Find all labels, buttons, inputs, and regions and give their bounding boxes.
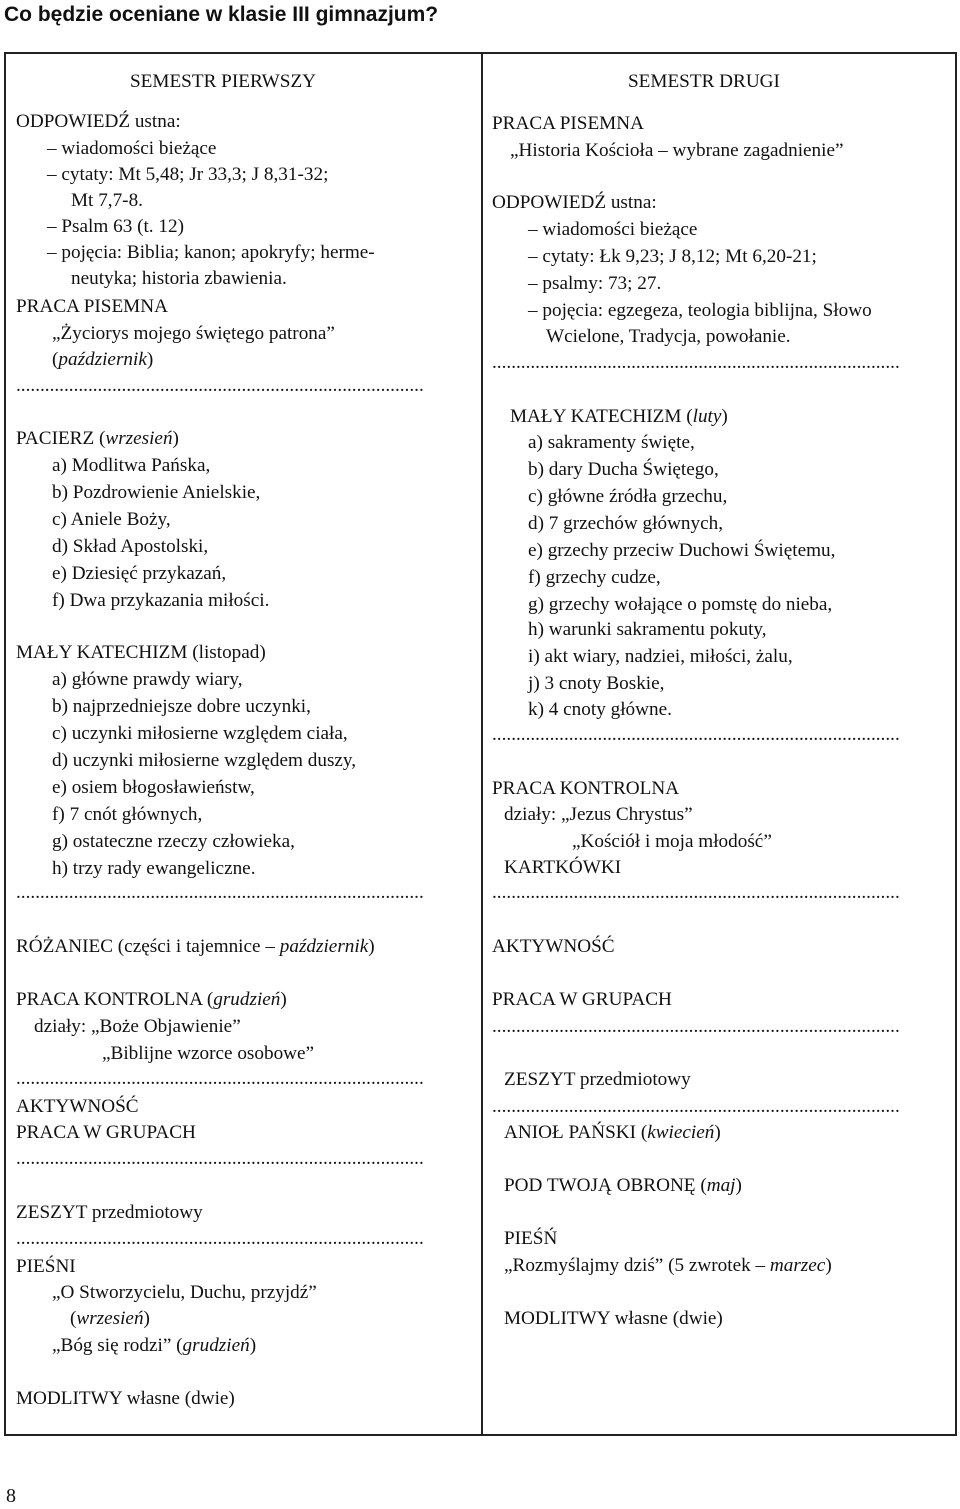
semester-two-line-segment: kwiecień <box>647 1122 715 1143</box>
semester-two-line: PRACA W GRUPACH <box>492 989 672 1010</box>
semester-two-line-segment: POD TWOJĄ OBRONĘ ( <box>504 1175 707 1196</box>
semester-one-line: ..................................................................................... <box>16 375 424 396</box>
semester-two-line-segment: ) <box>721 406 728 427</box>
semester-one-line: PRACA PISEMNA <box>16 296 168 317</box>
semester-one-line-segment: ) <box>249 1335 257 1356</box>
semester-one-line: Mt 7,7-8. <box>71 190 143 211</box>
semester-two-line: h) warunki sakramentu pokuty, <box>528 619 767 640</box>
semester-two-line <box>504 1120 721 1146</box>
page-number: 8 <box>6 1485 16 1507</box>
semester-one-line-segment: RÓŻANIEC (części i tajemnice – <box>16 936 280 957</box>
semester-two-line <box>504 1173 742 1199</box>
semester-two-line-segment: MAŁY KATECHIZM ( <box>510 406 693 427</box>
semester-one-line: ..................................................................................... <box>16 1148 424 1169</box>
semester-two-line: „Kościół i moja młodość” <box>572 831 772 852</box>
semester-one-line: PIEŚNI <box>16 1256 76 1277</box>
semester-two-line: SEMESTR DRUGI <box>628 71 780 92</box>
semester-one-line: ZESZYT przedmiotowy <box>16 1202 203 1223</box>
semester-two-line: ODPOWIEDŹ ustna: <box>492 192 657 213</box>
semester-one-line: – pojęcia: Biblia; kanon; apokryfy; herme- <box>47 242 375 263</box>
semester-one-line-segment: grudzień <box>182 1335 250 1356</box>
semester-two-line: KARTKÓWKI <box>504 857 622 878</box>
semester-two-line-segment: maj <box>706 1175 736 1196</box>
semester-one-line: g) ostateczne rzeczy człowieka, <box>52 831 295 852</box>
semester-one-line: ..................................................................................... <box>16 1068 424 1089</box>
semester-two-line: – pojęcia: egzegeza, teologia biblijna, Słowo <box>528 300 872 321</box>
semester-one-line: f) Dwa przykazania miłości. <box>52 590 270 611</box>
semester-one-line <box>52 1333 256 1359</box>
semester-two-line: a) sakramenty święte, <box>528 432 695 453</box>
semester-one-line-segment: wrzesień <box>105 428 173 449</box>
semester-one-line: „Biblijne wzorce osobowe” <box>102 1043 315 1064</box>
semester-two-line: – psalmy: 73; 27. <box>528 273 662 294</box>
semester-one-line: MAŁY KATECHIZM (listopad) <box>16 642 266 663</box>
semester-one-line-segment: październik <box>58 349 147 370</box>
semester-one-line-segment: ) <box>146 349 154 370</box>
semester-one-line: e) Dziesięć przykazań, <box>52 563 227 584</box>
semester-one-line: a) Modlitwa Pańska, <box>52 455 211 476</box>
semester-one-line: b) Pozdrowienie Anielskie, <box>52 482 261 503</box>
semester-two-line: AKTYWNOŚĆ <box>492 936 615 957</box>
page-title: Co będzie oceniane w klasie III gimnazjum? <box>4 3 439 26</box>
semester-one-line-segment: ) <box>368 936 375 957</box>
semester-one-line <box>52 347 153 373</box>
semester-two-line: – cytaty: Łk 9,23; J 8,12; Mt 6,20-21; <box>528 246 817 267</box>
semester-two-line-segment: ) <box>825 1255 832 1276</box>
semester-one-line: SEMESTR PIERWSZY <box>130 71 317 92</box>
content-table <box>4 52 957 1436</box>
semester-one-line <box>16 934 375 960</box>
semester-one-line: e) osiem błogosławieństw, <box>52 777 255 798</box>
semester-one-line-segment: ) <box>143 1308 150 1329</box>
semester-two-line: – wiadomości bieżące <box>528 219 698 240</box>
semester-two-line: k) 4 cnoty główne. <box>528 699 672 720</box>
semester-one-line-segment: ) <box>172 428 179 449</box>
semester-two-line: Wcielone, Tradycja, powołanie. <box>546 326 791 347</box>
semester-one-line: MODLITWY własne (dwie) <box>16 1388 235 1409</box>
semester-two-line-segment: ANIOŁ PAŃSKI ( <box>504 1122 648 1143</box>
semester-two-line: j) 3 cnoty Boskie, <box>528 673 665 694</box>
semester-two-line: ..................................................................................... <box>492 724 900 745</box>
semester-one-line: AKTYWNOŚĆ <box>16 1096 139 1117</box>
semester-one-line-segment: wrzesień <box>76 1308 144 1329</box>
semester-two-line: ZESZYT przedmiotowy <box>504 1069 691 1090</box>
semester-one-line: b) najprzedniejsze dobre uczynki, <box>52 696 311 717</box>
semester-one-line: c) uczynki miłosierne względem ciała, <box>52 723 348 744</box>
semester-two-line: PIEŚŃ <box>504 1228 558 1249</box>
semester-two-line: c) główne źródła grzechu, <box>528 486 728 507</box>
semester-one-line: – cytaty: Mt 5,48; Jr 33,3; J 8,31-32; <box>47 164 329 185</box>
semester-two-line: f) grzechy cudze, <box>528 567 661 588</box>
semester-one-line <box>16 426 179 452</box>
semester-two-line: MODLITWY własne (dwie) <box>504 1308 723 1329</box>
semester-two-line: i) akt wiary, nadziei, miłości, żalu, <box>528 646 793 667</box>
semester-two-line-segment: „Rozmyślajmy dziś” (5 zwrotek – <box>504 1255 770 1276</box>
semester-one-line-segment: grudzień <box>213 989 281 1010</box>
semester-one-line: – Psalm 63 (t. 12) <box>47 216 184 237</box>
semester-one-line: – wiadomości bieżące <box>47 138 217 159</box>
semester-two-line: e) grzechy przeciw Duchowi Świętemu, <box>528 540 836 561</box>
semester-two-line-segment: ) <box>714 1122 721 1143</box>
semester-one-line-segment: ) <box>280 989 287 1010</box>
semester-one-line: c) Aniele Boży, <box>52 509 171 530</box>
semester-one-line-segment: PACIERZ ( <box>16 428 106 449</box>
semester-one-line: PRACA W GRUPACH <box>16 1122 196 1143</box>
semester-two-line: „Historia Kościoła – wybrane zagadnienie” <box>510 140 844 161</box>
semester-one-line: „O Stworzycielu, Duchu, przyjdź” <box>52 1282 317 1303</box>
semester-one-line: ..................................................................................... <box>16 1228 424 1249</box>
semester-two-line: działy: „Jezus Chrystus” <box>504 804 693 825</box>
semester-two-line-segment: marzec <box>769 1255 826 1276</box>
semester-one-line: neutyka; historia zbawienia. <box>71 268 287 289</box>
semester-two-line <box>510 404 728 430</box>
semester-one-line-segment: ( <box>52 349 59 370</box>
semester-two-line: PRACA KONTROLNA <box>492 778 680 799</box>
semester-one-line-segment: ( <box>70 1308 77 1329</box>
semester-one-line <box>70 1306 150 1332</box>
semester-one-line: a) główne prawdy wiary, <box>52 669 243 690</box>
semester-two-line: PRACA PISEMNA <box>492 113 644 134</box>
semester-one-line-segment: „Bóg się rodzi” ( <box>52 1335 183 1356</box>
semester-two-line: ..................................................................................... <box>492 352 900 373</box>
semester-two-line: ..................................................................................... <box>492 1096 900 1117</box>
semester-two-line: g) grzechy wołające o pomstę do nieba, <box>528 594 833 615</box>
semester-two-line: b) dary Ducha Świętego, <box>528 459 719 480</box>
semester-one-line: „Życiorys mojego świętego patrona” <box>52 323 335 344</box>
semester-one-line: ..................................................................................... <box>16 882 424 903</box>
semester-two-line: ..................................................................................... <box>492 882 900 903</box>
semester-one-line <box>16 987 287 1013</box>
semester-one-line: f) 7 cnót głównych, <box>52 804 203 825</box>
semester-one-line: działy: „Boże Objawienie” <box>34 1016 241 1037</box>
semester-one-line-segment: październik <box>279 936 369 957</box>
semester-two-line-segment: luty <box>692 406 722 427</box>
semester-one-line: h) trzy rady ewangeliczne. <box>52 858 256 879</box>
semester-two-line: d) 7 grzechów głównych, <box>528 513 724 534</box>
semester-two-line <box>504 1253 832 1279</box>
semester-two-line-segment: ) <box>735 1175 742 1196</box>
semester-one-line: d) Skład Apostolski, <box>52 536 209 557</box>
semester-one-line: d) uczynki miłosierne względem duszy, <box>52 750 357 771</box>
semester-two-line: ..................................................................................... <box>492 1016 900 1037</box>
column-divider <box>481 54 483 1434</box>
semester-one-line: ODPOWIEDŹ ustna: <box>16 111 181 132</box>
semester-one-line-segment: PRACA KONTROLNA ( <box>16 989 214 1010</box>
